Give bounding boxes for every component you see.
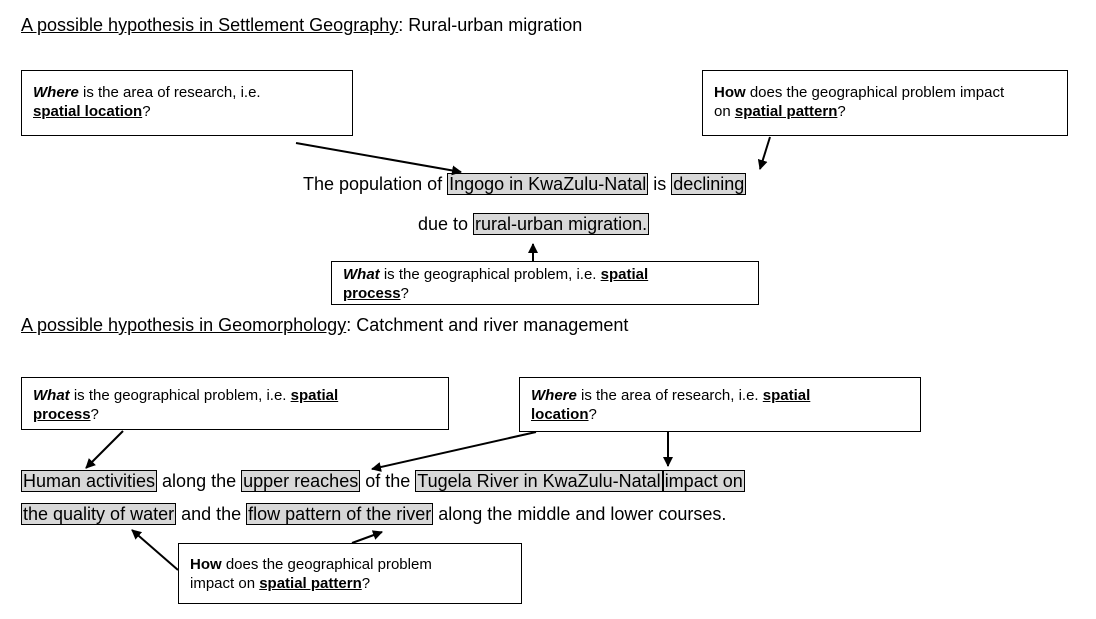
callout-question-word: How: [190, 556, 222, 573]
callout-text: is the geographical problem, i.e.: [69, 387, 291, 404]
sentence-text: is: [648, 174, 672, 194]
highlight-trend: declining: [673, 174, 745, 194]
callout-end: ?: [361, 575, 371, 592]
callout-term: spatial pattern: [734, 103, 838, 120]
highlight-impact: impact on: [664, 471, 743, 491]
callout-term: spatial: [600, 266, 649, 283]
callout-term: spatial pattern: [259, 575, 362, 592]
callout-text: impact on: [190, 575, 260, 592]
callout-end: ?: [837, 103, 846, 120]
highlight-location: upper reaches: [243, 471, 359, 491]
callout-text: does the geographical problem: [221, 556, 432, 573]
highlight-pattern: the quality of water: [23, 504, 175, 524]
highlight-pattern: flow pattern of the river: [248, 504, 432, 524]
sentence-text: along the middle and lower courses.: [433, 504, 727, 524]
callout-question-word: What: [343, 266, 380, 283]
arrow-what-to-human-activities: [86, 431, 123, 468]
callout-term: spatial: [762, 387, 811, 404]
callout-text: does the geographical problem impact: [745, 84, 1005, 101]
highlight-place: Ingogo in KwaZulu-Natal: [449, 174, 647, 194]
callout-term: spatial: [290, 387, 339, 404]
callout-text: is the geographical problem, i.e.: [379, 266, 601, 283]
callout-end: ?: [90, 406, 99, 423]
callout-term: process: [343, 285, 401, 302]
callout-term: location: [531, 406, 589, 423]
callout-term: process: [33, 406, 91, 423]
callout-question-word: How: [714, 84, 746, 101]
sentence-text: of the: [360, 471, 416, 491]
highlight-cause: rural-urban migration.: [475, 214, 648, 234]
section1-heading-topic: : Rural-urban migration: [398, 15, 583, 35]
callout-question-word: What: [33, 387, 70, 404]
arrow-how-to-flow-pattern: [352, 532, 382, 543]
section2-heading-topic: : Catchment and river management: [346, 315, 629, 335]
callout-text: on: [714, 103, 735, 120]
callout-term: spatial location: [33, 103, 143, 120]
callout-question-word: Where: [33, 84, 79, 101]
callout-question-word: Where: [531, 387, 577, 404]
section1-heading-label: A possible hypothesis in Settlement Geography: [21, 15, 399, 35]
callout-end: ?: [588, 406, 597, 423]
callout-end: ?: [400, 285, 409, 302]
sentence-text: The population of: [303, 174, 448, 194]
section2-heading-label: A possible hypothesis in Geomorphology: [21, 315, 347, 335]
callout-end: ?: [142, 103, 151, 120]
sentence-text: and the: [176, 504, 247, 524]
sentence-text: due to: [418, 214, 474, 234]
highlight-place: Tugela River in KwaZulu-Natal: [417, 471, 661, 491]
callout-text: is the area of research, i.e.: [78, 84, 261, 101]
arrow-where-to-upper-reaches: [372, 432, 536, 469]
arrow-how-to-trend: [760, 137, 770, 169]
arrow-where-to-place: [296, 143, 461, 172]
sentence-text: along the: [157, 471, 242, 491]
highlight-process: Human activities: [23, 471, 156, 491]
callout-text: is the area of research, i.e.: [576, 387, 763, 404]
arrow-how-to-water-quality: [132, 530, 178, 570]
